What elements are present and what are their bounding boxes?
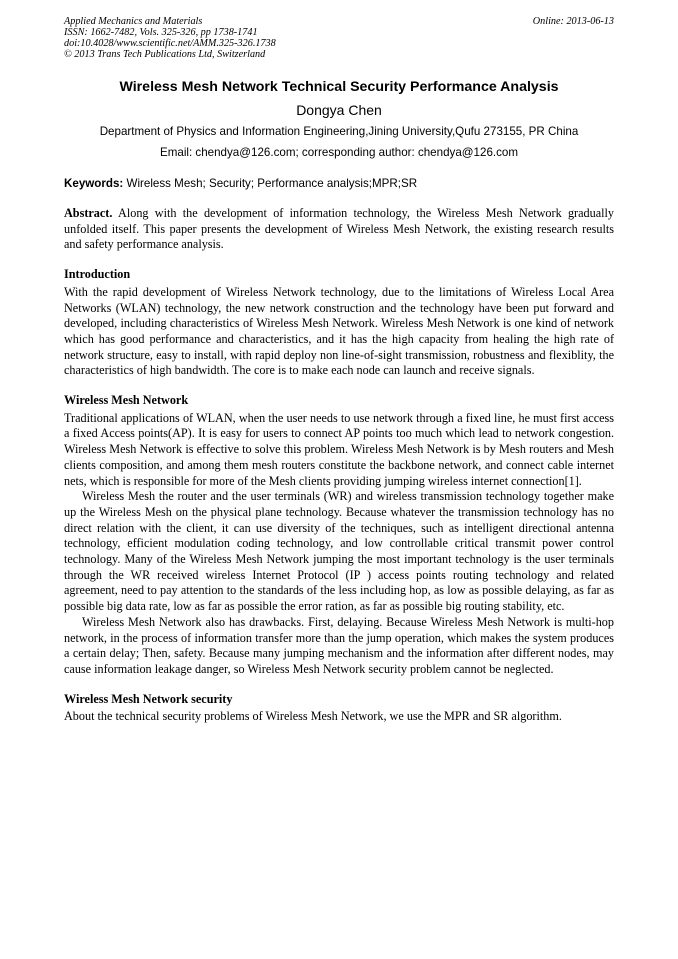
paragraph: Wireless Mesh the router and the user terminals (WR) and wireless transmission technology together make up the Wireless Mesh on the physical plane technology. Because whatever the transmission technology has no direct relation with the client, it can use diversity of the techniques, such as intelligent directional antenna technology, efficient modulation coding technology, and low controllable critical transmit power control technology. Many of the Wireless Mesh Network jumping the most important technology is the user terminals through the WR received wireless Internet Protocol (IP ) access points routing technology and related agreement, need to pay attention to the standards of the less including hop, as low as possible delaying, as far as possible big data rate, low as far as possible the error ration, as far as possible big routing stability, etc.: [64, 489, 614, 614]
paragraph: Traditional applications of WLAN, when the user needs to use network through a fixed line, he must first access a fixed Access points(AP). It is easy for users to connect AP points too much which lead to network congestion. Wireless Mesh Network is effective to solve this problem. Wireless Mesh Network is by Mesh routers and Mesh clients composition, and among them mesh routers constitute the backbone network, and connect cable internet nets, which is responsible for more of the Mesh clients providing jumping wireless internet connection[1].: [64, 410, 614, 488]
section-heading: Introduction: [64, 267, 131, 282]
paper-page: [64, 16, 614, 725]
paper-title: Wireless Mesh Network Technical Security Performance Analysis: [119, 79, 559, 95]
section-introduction: [64, 267, 614, 379]
affiliation: Department of Physics and Information Engineering,Jining University,Qufu 273155, PR China: [99, 125, 579, 138]
section-wireless-mesh-network-security: [64, 692, 614, 725]
doi-line: doi:10.4028/www.scientific.net/AMM.325-326.1738: [64, 38, 276, 49]
section-heading: Wireless Mesh Network security: [64, 691, 233, 706]
copyright-line: © 2013 Trans Tech Publications Ltd, Switzerland: [64, 49, 266, 60]
author-name: Dongya Chen: [296, 102, 382, 118]
paragraph: About the technical security problems of Wireless Mesh Network, we use the MPR and SR algorithm.: [64, 709, 562, 724]
section-wireless-mesh-network: [64, 393, 614, 678]
paragraph: Wireless Mesh Network also has drawbacks. First, delaying. Because Wireless Mesh Network is multi-hop network, in the process of information transfer more than the jump operation, which makes the system produces a certain delay; Then, safety. Because many jumping mechanism and the information after different nodes, may cause information leakage danger, so Wireless Mesh Network security problem cannot be neglected.: [64, 614, 614, 676]
journal-header: [64, 16, 614, 60]
keywords: [64, 177, 614, 191]
abstract: [64, 206, 614, 253]
keywords-text: Wireless Mesh; Security; Performance analysis;MPR;SR: [123, 177, 418, 190]
author-email: Email: chendya@126.com; corresponding author: chendya@126.com: [159, 146, 519, 159]
journal-name: Applied Mechanics and Materials: [64, 16, 203, 27]
paragraph: With the rapid development of Wireless Network technology, due to the limitations of Wireless Local Area Networks (WLAN) technology, the new network construction and the technology have been put forward and developed, including characteristics of Wireless Mesh Network. Wireless Mesh Network is one kind of network which has good performance and characteristics, and it has the high capacity from healing the high rate of network structure, easy to install, with rapid deploy non line-of-sight transmission, robustness and flexiblity, the characteristics of high bandwidth. The core is to make each node can launch and receive signals.: [64, 284, 614, 378]
abstract-label: Abstract.: [64, 206, 113, 220]
issn-line: ISSN: 1662-7482, Vols. 325-326, pp 1738-1741: [64, 27, 258, 38]
section-heading: Wireless Mesh Network: [64, 393, 189, 408]
online-date: Online: 2013-06-13: [532, 16, 614, 27]
abstract-text: Along with the development of information technology, the Wireless Mesh Network gradually unfolded itself. This paper presents the development of Wireless Mesh Network, the existing research results and safety performance analysis.: [64, 206, 614, 252]
keywords-label: Keywords:: [64, 177, 124, 190]
